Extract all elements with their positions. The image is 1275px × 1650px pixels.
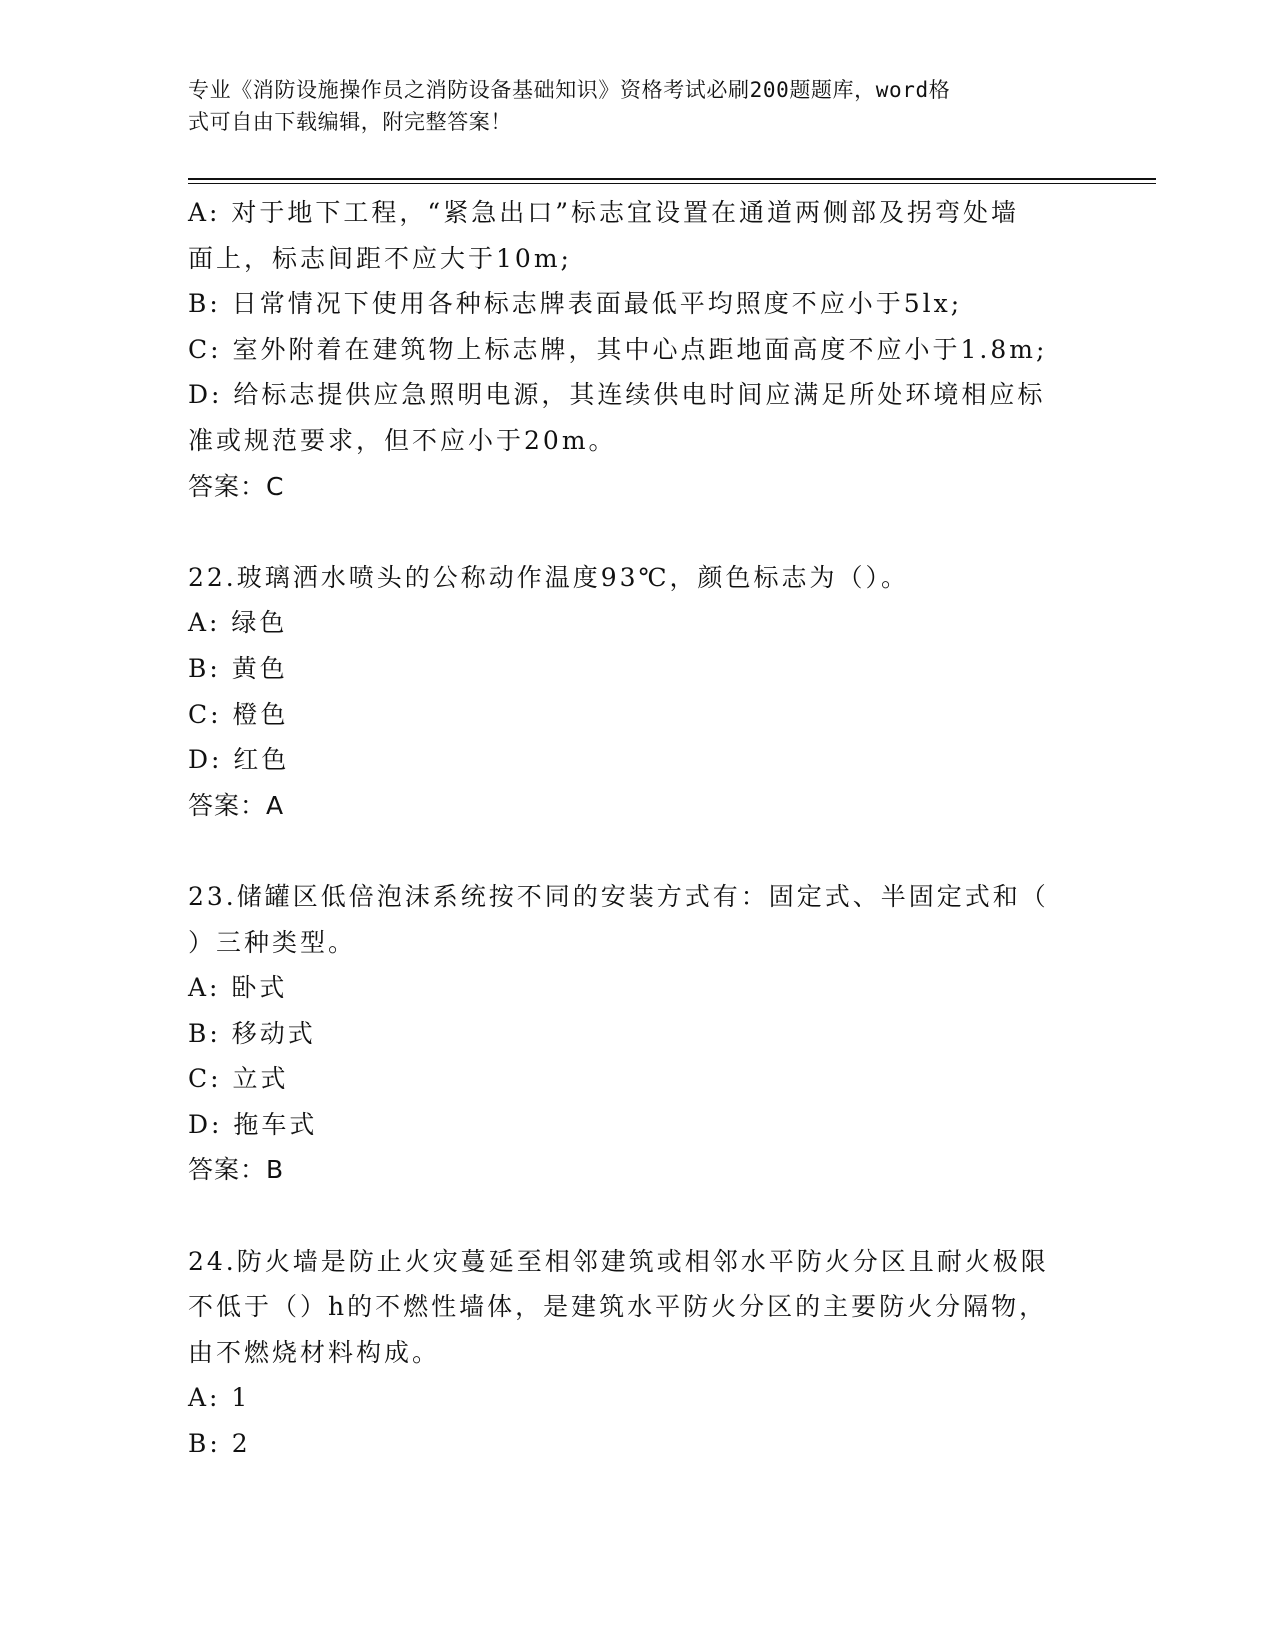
question-stem-line-1: 24.防火墙是防止火灾蔓延至相邻建筑或相邻水平防火分区且耐火极限 [188,1246,1049,1276]
option-d: D: 拖车式 [188,1109,318,1139]
option-b: B: 黄色 [188,653,288,683]
option-d-line-2: 准或规范要求，但不应小于20m。 [188,425,617,455]
question-stem: 22.玻璃洒水喷头的公称动作温度93℃，颜色标志为（）。 [188,562,910,592]
option-c: C: 橙色 [188,699,289,729]
option-d: D: 红色 [188,745,290,775]
document-header [188,74,1068,138]
question-22 [188,555,1088,829]
option-a: A: 绿色 [188,608,288,638]
option-c: C: 立式 [188,1064,289,1094]
question-stem-line-1: 23.储罐区低倍泡沫系统按不同的安装方式有：固定式、半固定式和（ [188,881,1049,911]
option-c: C: 室外附着在建筑物上标志牌，其中心点距地面高度不应小于1.8m; [188,334,1048,364]
question-23 [188,874,1088,1193]
option-a: A: 卧式 [188,973,288,1003]
header-line-2: 式可自由下载编辑，附完整答案！ [188,110,512,134]
spacer [188,828,1088,874]
question-stem-line-2: ）三种类型。 [188,927,357,957]
option-a: A: 1 [188,1383,251,1413]
answer: 答案：B [188,1155,285,1185]
spacer [188,1193,1088,1239]
spacer [188,509,1088,555]
question-24 [188,1239,1088,1467]
question-list [188,190,1088,1467]
question-stem-line-2: 不低于（）h的不燃性墙体，是建筑水平防火分区的主要防火分隔物， [188,1292,1048,1322]
question-stem-line-3: 由不燃烧材料构成。 [188,1337,441,1367]
option-d-line-1: D: 给标志提供应急照明电源，其连续供电时间应满足所处环境相应标 [188,380,1046,410]
header-divider-thin [188,183,1156,184]
option-b: B: 移动式 [188,1018,316,1048]
header-line-1: 专业《消防设施操作员之消防设备基础知识》资格考试必刷200题题库，word格 [188,78,951,102]
answer: 答案：C [188,471,285,501]
header-divider-thick [188,178,1156,180]
option-a-line-2: 面上，标志间距不应大于10m; [188,243,572,273]
option-a-line-1: A: 对于地下工程，“紧急出口”标志宜设置在通道两侧部及拐弯处墙 [188,198,1019,227]
option-b: B: 2 [188,1429,251,1459]
question-21 [188,190,1088,509]
option-b: B: 日常情况下使用各种标志牌表面最低平均照度不应小于5lx; [188,289,963,319]
answer: 答案：A [188,790,285,820]
